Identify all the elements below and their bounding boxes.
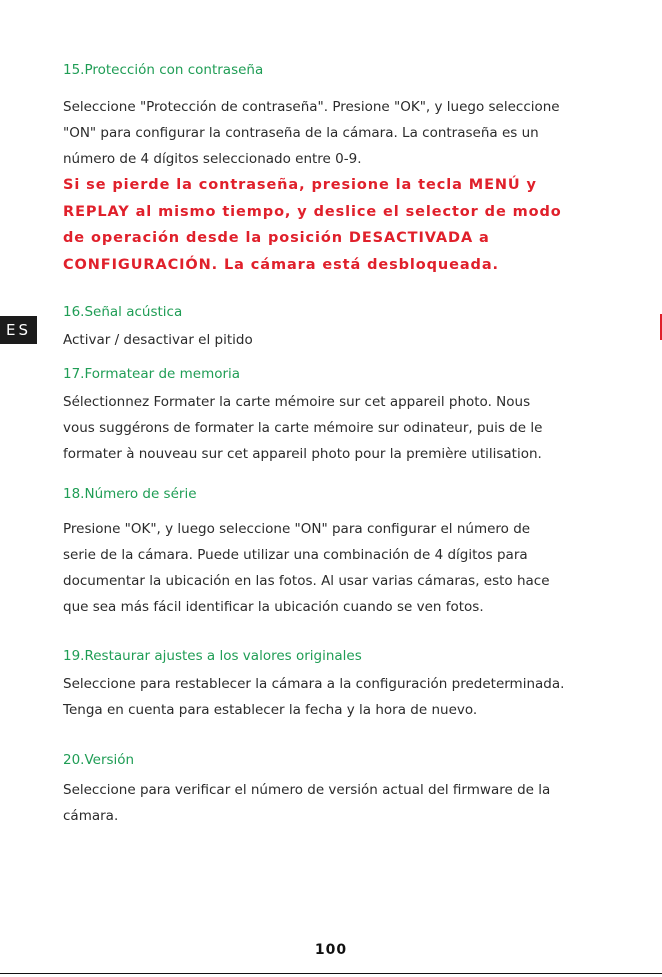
section-19-line-1: Seleccione para restablecer la cámara a la configuración predeterminada. [63, 676, 565, 692]
section-18-line-2: serie de la cámara. Puede utilizar una combinación de 4 dígitos para [63, 547, 528, 563]
section-18-line-3: documentar la ubicación en las fotos. Al usar varias cámaras, esto hace [63, 573, 550, 589]
warning-line-1: Si se pierde la contraseña, presione la tecla MENÚ y [63, 177, 537, 193]
section-20-body [63, 777, 623, 829]
section-19-body [63, 671, 623, 723]
section-16-line-1: Activar / desactivar el pitido [63, 332, 253, 348]
section-18-line-1: Presione "OK", y luego seleccione "ON" para configurar el número de [63, 521, 531, 537]
section-18-heading: 18.Número de série [63, 486, 197, 502]
section-17-line-2: vous suggérons de formater la carte mémoire sur odinateur, puis de le [63, 420, 543, 436]
bottom-rule [0, 973, 662, 974]
section-19-line-2: Tenga en cuenta para establecer la fecha y la hora de nuevo. [63, 702, 478, 718]
warning-line-2: REPLAY al mismo tiempo, y deslice el selector de modo [63, 203, 562, 220]
page-number: 100 [314, 942, 348, 958]
section-20-line-1: Seleccione para verificar el número de versión actual del firmware de la [63, 782, 551, 798]
section-17-line-1: Sélectionnez Formater la carte mémoire sur cet appareil photo. Nous [63, 394, 531, 410]
language-tab: ES [0, 316, 37, 344]
section-17-line-3: formater à nouveau sur cet appareil photo pour la première utilisation. [63, 446, 542, 462]
section-19-heading: 19.Restaurar ajustes a los valores originales [63, 648, 362, 664]
section-15-line-2: "ON" para configurar la contraseña de la cámara. La contraseña es un [63, 125, 539, 141]
section-15-line-3: número de 4 dígitos seleccionado entre 0-9. [63, 151, 362, 167]
section-15-body [63, 94, 623, 172]
section-18-body [63, 516, 623, 620]
section-18-line-4: que sea más fácil identificar la ubicación cuando se ven fotos. [63, 599, 484, 615]
section-17-body [63, 389, 623, 467]
section-15-line-1: Seleccione "Protección de contraseña". Presione "OK", y luego seleccione [63, 99, 560, 115]
warning-line-4: CONFIGURACIÓN. La cámara está desbloqueada. [63, 256, 499, 273]
section-17-heading: 17.Formatear de memoria [63, 366, 241, 382]
section-15-heading: 15.Protección con contraseña [63, 62, 264, 78]
section-16-body [63, 327, 623, 353]
password-warning [63, 172, 623, 278]
warning-line-3: de operación desde la posición DESACTIVADA a [63, 230, 490, 246]
section-20-heading: 20.Versión [63, 752, 135, 768]
section-16-heading: 16.Señal acústica [63, 304, 183, 320]
section-20-line-2: cámara. [63, 808, 119, 824]
